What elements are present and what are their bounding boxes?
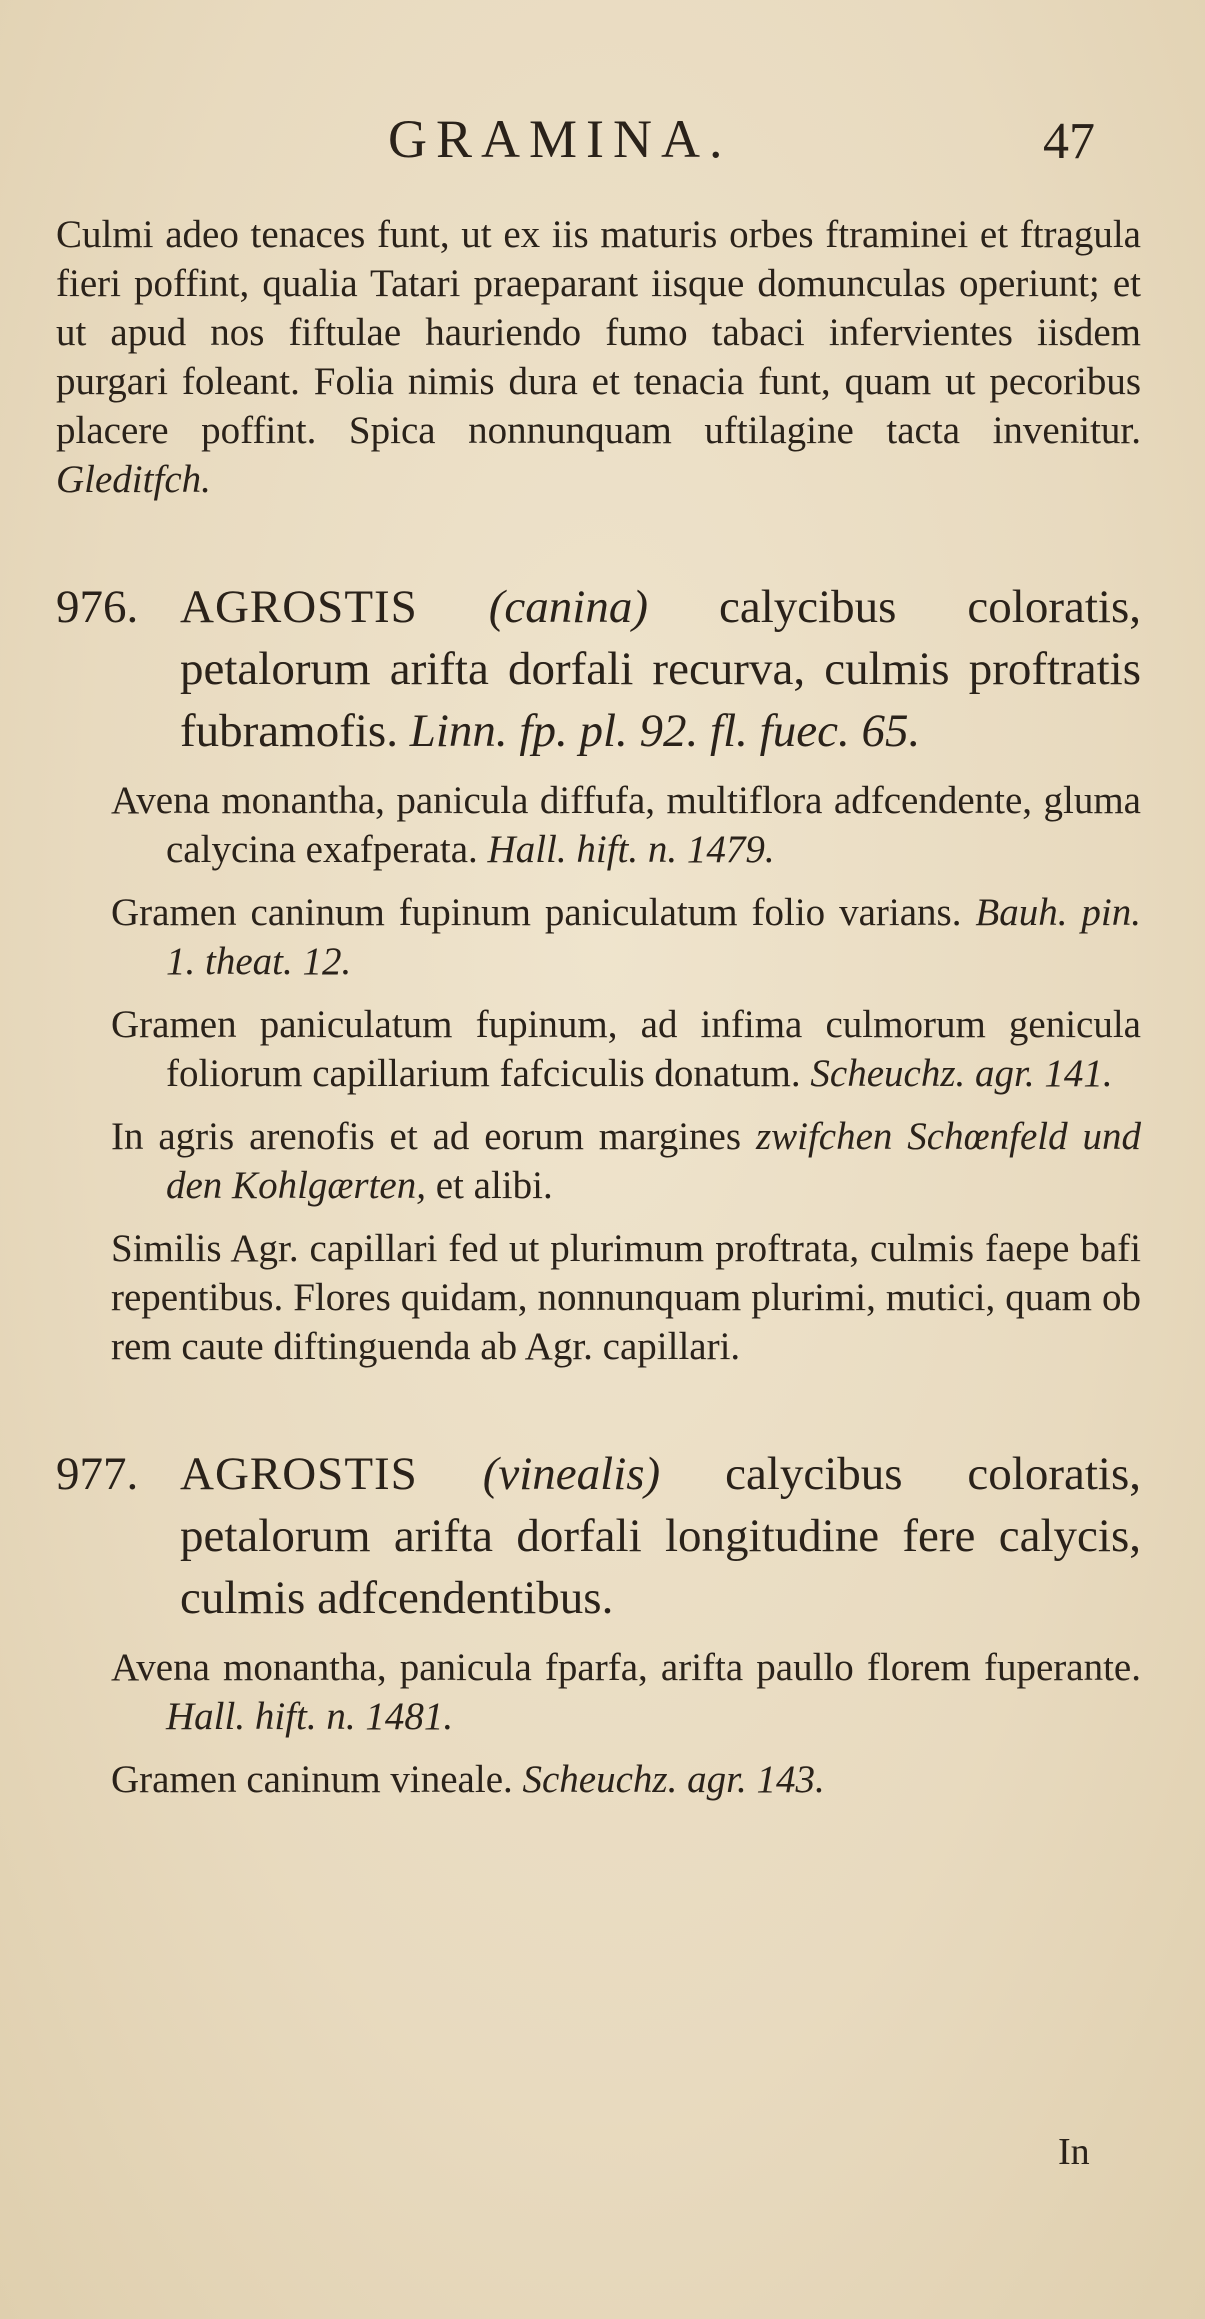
remark-text: Similis Agr. capillari fed ut plurimum proftrata, culmis faepe bafi repentibus. Flores quidam, nonnunquam plurimi, mutici, quam ob rem caute diftinguenda ab Agr. capillari.	[111, 1227, 1141, 1368]
synonym-text: Gramen caninum fupinum paniculatum folio varians.	[111, 891, 962, 934]
page-body	[56, 210, 1141, 1804]
running-title: GRAMINA.	[388, 109, 732, 169]
remark-paragraph	[56, 1224, 1141, 1371]
synonym	[111, 1643, 1141, 1741]
intro-author: Gleditfch.	[56, 458, 211, 501]
page-header	[0, 108, 1205, 178]
entry-number: 977.	[56, 1448, 139, 1500]
intro-paragraph	[56, 210, 1141, 504]
species-description: calycibus coloratis, petalorum arifta dorfali recurva, culmis proftratis fubramofis.	[180, 581, 1141, 757]
habitat-paragraph	[111, 1112, 1141, 1210]
synonym	[111, 1000, 1141, 1098]
synonym-text: Avena monantha, panicula diffufa, multiflora adfcendente, gluma calycina exafperata.	[111, 779, 1141, 871]
genus-name: AGROSTIS	[180, 581, 418, 633]
habitat-location: zwifchen Schœnfeld und den Kohlgærten,	[166, 1115, 1141, 1207]
species-description: calycibus coloratis, petalorum arifta dorfali longitudine fere calycis, culmis adfcendentibus.	[180, 1448, 1142, 1624]
entry-977	[56, 1443, 1141, 1804]
synonym-reference: Bauh. pin. 1. theat. 12.	[166, 891, 1142, 983]
synonym-reference: Scheuchz. agr. 141.	[810, 1052, 1113, 1095]
habitat-text: In agris arenofis et ad eorum margines	[111, 1115, 742, 1158]
intro-text: Culmi adeo tenaces funt, ut ex iis maturis orbes ftraminei et ftragula fieri poffint, qualia Tatari praeparant iisque domunculas operiunt; et ut apud nos fiftulae hauriendo fumo tabaci infervientes iisdem purgari foleant. Folia nimis dura et tenacia funt, quam ut pecoribus placere poffint. Spica nonnunquam uftilagine tacta invenitur.	[56, 213, 1141, 452]
genus-name: AGROSTIS	[180, 1448, 418, 1500]
entry-heading	[56, 576, 1141, 762]
entry-number: 976.	[56, 581, 139, 633]
synonym-reference: Hall. hift. n. 1481.	[166, 1695, 454, 1738]
catchword: In	[1058, 2131, 1090, 2173]
synonym	[111, 776, 1141, 874]
synonym	[111, 1755, 1141, 1804]
synonym-text: Gramen caninum vineale.	[111, 1758, 513, 1801]
page-number: 47	[1043, 113, 1095, 170]
synonym-reference: Hall. hift. n. 1479.	[487, 828, 775, 871]
species-name: (vinealis)	[482, 1448, 661, 1500]
linnaeus-reference: Linn. fp. pl. 92. fl. fuec. 65.	[409, 705, 921, 757]
synonym-text: Avena monantha, panicula fparfa, arifta paullo florem fuperante.	[111, 1646, 1141, 1689]
entry-heading	[56, 1443, 1141, 1629]
entry-976	[56, 576, 1141, 1371]
habitat-text-end: et alibi.	[435, 1164, 553, 1207]
synonym-reference: Scheuchz. agr. 143.	[522, 1758, 825, 1801]
synonym-text: Gramen paniculatum fupinum, ad infima culmorum genicula foliorum capillarium fafciculis donatum.	[111, 1003, 1141, 1095]
species-name: (canina)	[488, 581, 649, 633]
synonym	[111, 888, 1141, 986]
